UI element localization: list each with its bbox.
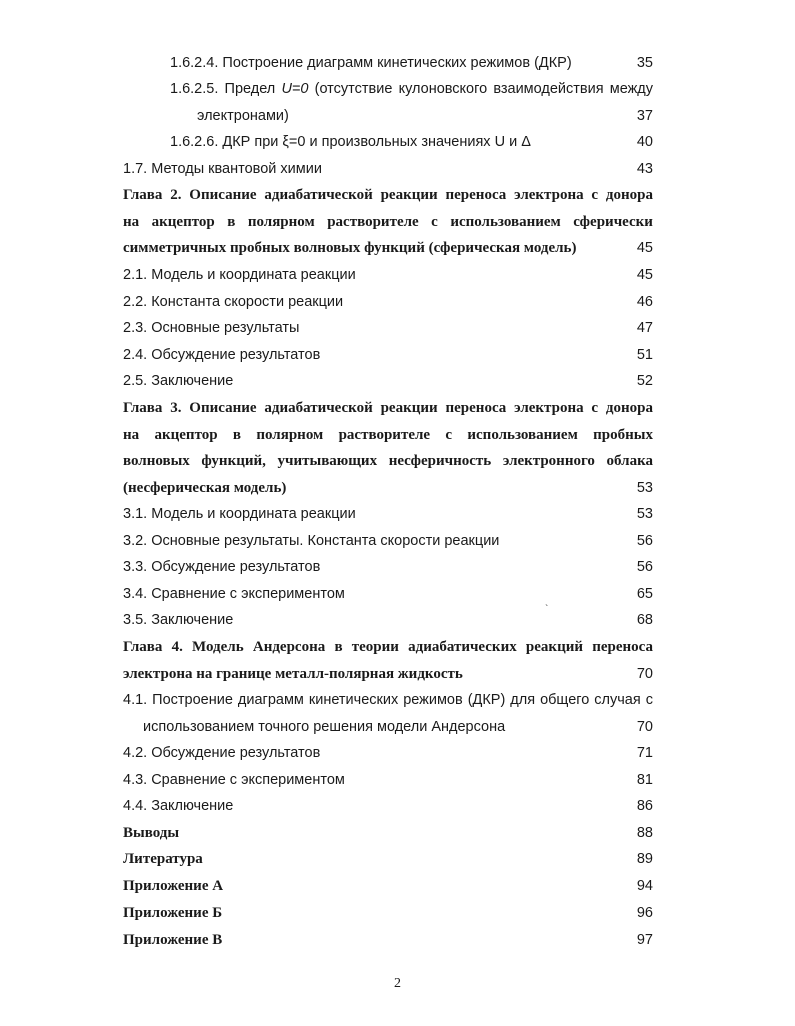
word: функций, [201, 453, 266, 469]
word: на [123, 214, 140, 230]
word: для [510, 692, 536, 708]
toc-entry-page: 94 [636, 878, 653, 894]
word: реакции [380, 400, 438, 416]
word: реакции [380, 187, 438, 203]
toc-entry-literature [123, 846, 653, 872]
word: в [334, 639, 343, 655]
toc-entry-title: электронами) [197, 108, 289, 124]
word: 4. [171, 639, 183, 655]
toc-entry-1-7 [123, 156, 653, 182]
toc-entry-page: 56 [636, 559, 653, 575]
toc-entry-3-2 [123, 528, 653, 554]
word: переноса [592, 639, 653, 655]
toc-entry-2-4 [123, 342, 653, 368]
toc-entry-4-4 [123, 793, 653, 819]
toc-entry-justified-line [123, 395, 653, 421]
word: с [645, 692, 653, 708]
toc-entry-justified-line [123, 687, 653, 713]
toc-entry-justified-line [123, 422, 653, 448]
word: электрона [514, 400, 584, 416]
toc-entry-page: 47 [636, 320, 653, 336]
word: использованием [450, 214, 561, 230]
toc-entry-title: 1.6.2.4. Построение диаграмм кинетических режимов (ДКР) [170, 55, 572, 71]
word: Модель [192, 639, 244, 655]
word: использованием [467, 427, 578, 443]
toc-entry-2-3 [123, 315, 653, 341]
word: 4.1. [123, 692, 148, 708]
toc-entry-3-4 [123, 581, 653, 607]
word: Описание [189, 187, 257, 203]
word: электрона [514, 187, 584, 203]
word: кулоновского [398, 81, 488, 97]
toc-entry-page: 35 [636, 55, 653, 71]
toc-entry-title: 2.5. Заключение [123, 373, 234, 389]
toc-entry-justified-line [123, 634, 653, 660]
word: растворителе [338, 427, 431, 443]
word: учитывающих [277, 453, 378, 469]
toc-chapter-4-line1 [123, 634, 653, 660]
toc-entry-3-5 [123, 607, 653, 633]
toc-entry-justified-line [170, 76, 653, 102]
toc-entry-page: 96 [636, 905, 653, 921]
toc-entry-4-1-line1 [123, 687, 653, 713]
toc-entry-title: 4.4. Заключение [123, 798, 234, 814]
word: переноса [445, 400, 507, 416]
toc-entry-page: 43 [636, 161, 653, 177]
word: Построение [152, 692, 233, 708]
word: диаграмм [237, 692, 304, 708]
word: в [227, 214, 236, 230]
toc-entry-page: 46 [636, 294, 653, 310]
toc-entry-title: 2.4. Обсуждение результатов [123, 347, 321, 363]
word: растворителе [327, 214, 419, 230]
toc-entry-title: симметричных пробных волновых функций (сферическая модель) [123, 240, 577, 256]
toc-entry-title: 3.2. Основные результаты. Константа скорости реакции [123, 533, 500, 549]
toc-entry-3-3 [123, 554, 653, 580]
word: акцептор [151, 214, 215, 230]
word: облака [606, 453, 653, 469]
word: электронного [502, 453, 595, 469]
word: 1.6.2.5. [170, 81, 219, 97]
toc-chapter-2-line1 [123, 182, 653, 208]
word: взаимодействия [493, 81, 604, 97]
toc-chapter-3-line3 [123, 448, 653, 474]
toc-entry-title: 3.5. Заключение [123, 612, 234, 628]
word: теории [351, 639, 399, 655]
word: адиабатической [264, 400, 373, 416]
toc-entry-title: (несферическая модель) [123, 480, 287, 496]
word: с [431, 214, 438, 230]
stray-mark: ` [545, 604, 549, 615]
word: случая [594, 692, 641, 708]
toc-entry-4-2 [123, 740, 653, 766]
toc-entry-page: 68 [636, 612, 653, 628]
toc-entry-appendix-a [123, 873, 653, 899]
toc-chapter-4-line2 [123, 661, 653, 687]
word: кинетических [308, 692, 399, 708]
word: Предел [224, 81, 276, 97]
toc-entry-page: 40 [636, 134, 653, 150]
toc-entry-title: 4.3. Сравнение с экспериментом [123, 772, 345, 788]
toc-entry-page: 53 [636, 506, 653, 522]
toc-entry-page: 52 [636, 373, 653, 389]
page-number: 2 [394, 976, 401, 991]
toc-entry-title: Приложение А [123, 878, 224, 894]
toc-entry-page: 37 [636, 108, 653, 124]
toc-entry-page: 89 [636, 851, 653, 867]
toc-entry-title: Приложение В [123, 932, 223, 948]
word: адиабатических [408, 639, 517, 655]
toc-entry-title: 1.7. Методы квантовой химии [123, 161, 322, 177]
word: режимов [403, 692, 463, 708]
toc-entry-title: электрона на границе металл-полярная жидкость [123, 666, 463, 682]
word: реакций [525, 639, 583, 655]
toc-entry-1-6-2-5-line1 [170, 76, 653, 102]
toc-chapter-3-line1 [123, 395, 653, 421]
toc-entry-2-2 [123, 289, 653, 315]
toc-entry-page: 70 [636, 666, 653, 682]
toc-entry-page: 56 [636, 533, 653, 549]
word: (отсутствие [314, 81, 393, 97]
word: 2. [170, 187, 182, 203]
toc-entry-title: 3.4. Сравнение с экспериментом [123, 586, 345, 602]
toc-entry-title: 2.1. Модель и координата реакции [123, 267, 356, 283]
word: на [123, 427, 140, 443]
toc-entry-4-1-line2 [143, 714, 653, 740]
toc-entry-title: 2.2. Константа скорости реакции [123, 294, 344, 310]
word: полярном [256, 427, 324, 443]
toc-entry-justified-line [123, 182, 653, 208]
word: полярном [247, 214, 315, 230]
word: с [445, 427, 453, 443]
toc-entry-conclusions [123, 820, 653, 846]
word: с [591, 400, 599, 416]
toc-entry-page: 45 [636, 240, 653, 256]
toc-entry-title: Литература [123, 851, 203, 867]
toc-entry-title: использованием точного решения модели Андерсона [143, 719, 506, 735]
toc-entry-1-6-2-5-line2 [197, 103, 653, 129]
toc-entry-page: 86 [636, 798, 653, 814]
word: в [232, 427, 242, 443]
toc-entry-page: 71 [636, 745, 653, 761]
toc-entry-page: 81 [636, 772, 653, 788]
word: Глава [123, 639, 163, 655]
word: сферически [573, 214, 653, 230]
toc-entry-title: 1.6.2.6. ДКР при ξ=0 и произвольных значениях U и Δ [170, 134, 531, 150]
toc-entry-appendix-v [123, 927, 653, 953]
word: акцептор [154, 427, 218, 443]
toc-entry-1-6-2-4 [170, 50, 653, 76]
word: между [609, 81, 653, 97]
toc-entry-title: Выводы [123, 825, 180, 841]
toc-chapter-2-line3 [123, 235, 653, 261]
toc-entry-justified-line [123, 209, 653, 235]
toc-entry-page: 70 [636, 719, 653, 735]
toc-entry-appendix-b [123, 900, 653, 926]
word: волновых [123, 453, 190, 469]
word: Глава [123, 187, 163, 203]
toc-chapter-3-line2 [123, 422, 653, 448]
word: адиабатической [264, 187, 373, 203]
word: донора [605, 400, 653, 416]
toc-entry-title: 2.3. Основные результаты [123, 320, 300, 336]
toc-entry-page: 45 [636, 267, 653, 283]
word: с [591, 187, 599, 203]
toc-entry-title: 3.3. Обсуждение результатов [123, 559, 321, 575]
word: Глава [123, 400, 163, 416]
toc-entry-2-5 [123, 368, 653, 394]
toc-entry-2-1 [123, 262, 653, 288]
toc-entry-page: 53 [636, 480, 653, 496]
toc-entry-justified-line [123, 448, 653, 474]
toc-entry-page: 97 [636, 932, 653, 948]
toc-chapter-2-line2 [123, 209, 653, 235]
toc-entry-4-3 [123, 767, 653, 793]
word: общего [540, 692, 590, 708]
toc-entry-title: 3.1. Модель и координата реакции [123, 506, 356, 522]
toc-chapter-3-line4 [123, 475, 653, 501]
word: U=0 [281, 81, 309, 97]
word: (ДКР) [467, 692, 506, 708]
word: 3. [170, 400, 182, 416]
toc-entry-1-6-2-6 [170, 129, 653, 155]
word: Андерсона [252, 639, 326, 655]
toc-entry-title: Приложение Б [123, 905, 223, 921]
toc-entry-3-1 [123, 501, 653, 527]
word: несферичность [388, 453, 492, 469]
toc-entry-page: 51 [636, 347, 653, 363]
word: донора [605, 187, 653, 203]
toc-entry-page: 65 [636, 586, 653, 602]
word: пробных [593, 427, 653, 443]
toc-entry-page: 88 [636, 825, 653, 841]
word: переноса [445, 187, 507, 203]
toc-entry-title: 4.2. Обсуждение результатов [123, 745, 321, 761]
word: Описание [189, 400, 257, 416]
